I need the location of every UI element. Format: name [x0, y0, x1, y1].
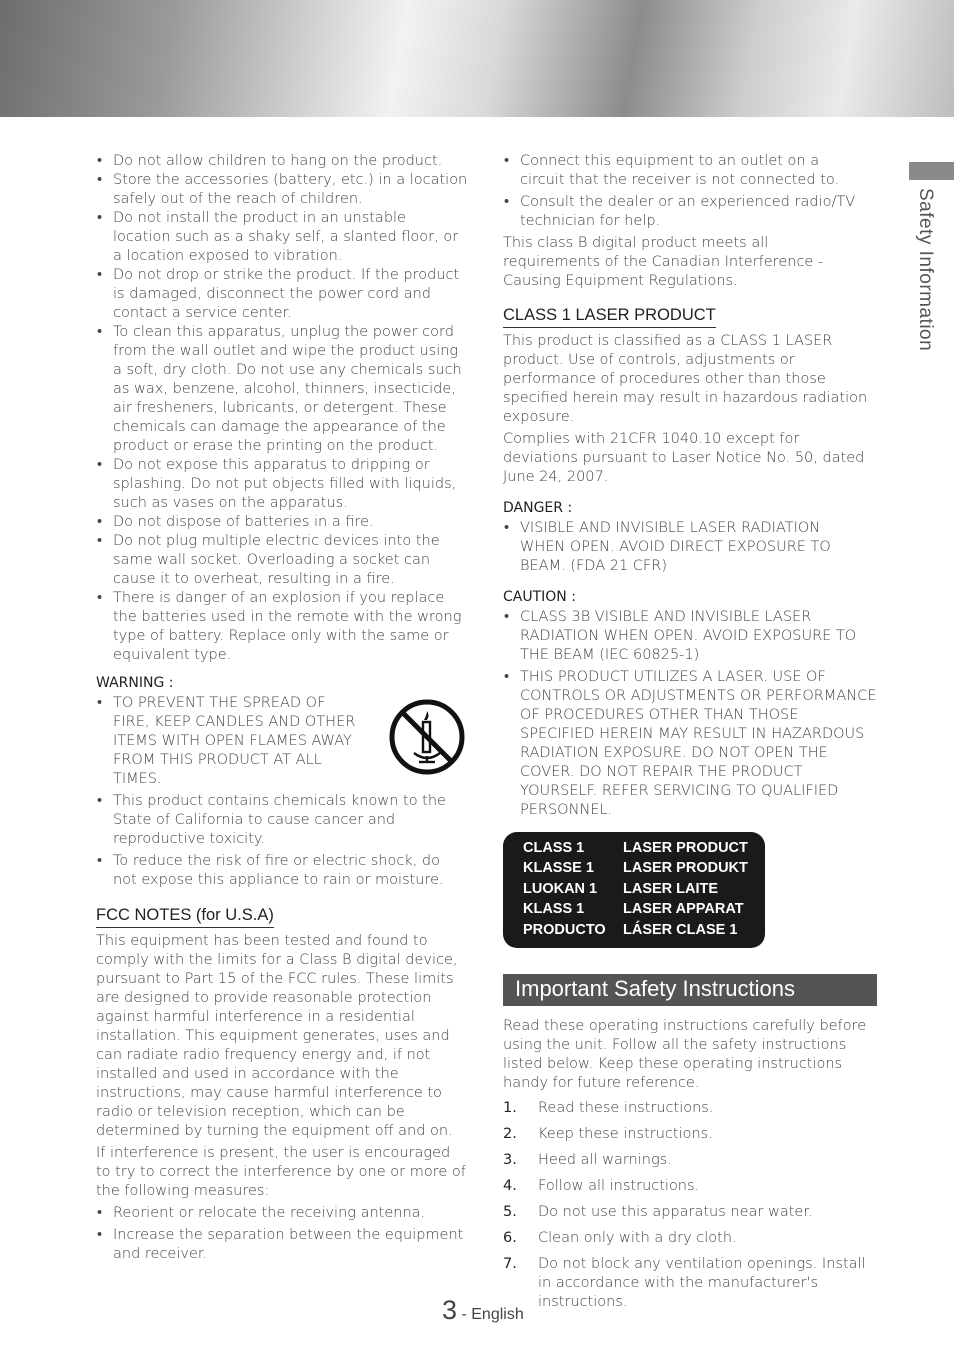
instructions-list — [503, 1099, 877, 1312]
danger-list — [503, 519, 877, 576]
fcc-measures-list — [96, 1204, 468, 1264]
no-open-flame-icon — [388, 698, 466, 776]
list-item: • VISIBLE AND INVISIBLE LASER RADIATION WHEN OPEN. AVOID DIRECT EXPOSURE TO BEAM. (FDA 21 CFR) — [503, 519, 853, 576]
table-row — [523, 858, 748, 878]
section-side-label: Safety Information — [915, 188, 936, 352]
table-row — [523, 838, 748, 858]
table-row — [523, 920, 748, 940]
fcc-paragraph: This equipment has been tested and found to comply with the limits for a Class B digital device, pursuant to Part 15 of the FCC rules. These limits are designed to provide reasonable protection against harmful interference in a residential installation. This equipment generates, uses and can radiate radio frequency energy and, if not installed and used in accordance with the instructions, may cause harmful interference to radio or television reception, which can be determined by turning the equipment off and on. — [96, 933, 458, 1139]
caution-label: CAUTION : — [503, 589, 576, 605]
fcc-measures-list — [503, 152, 877, 231]
laser-product-cell: LÁSER CLASE 1 — [623, 921, 738, 938]
laser-class-cell: KLASSE 1 — [523, 860, 594, 877]
table-row — [523, 899, 748, 919]
laser-class-cell: LUOKAN 1 — [523, 880, 598, 897]
list-item: • TO PREVENT THE SPREAD OF FIRE, KEEP CANDLES AND OTHER ITEMS WITH OPEN FLAMES AWAY FROM THIS PRODUCT AT ALL TIMES. — [96, 694, 366, 789]
important-safety-heading: Important Safety Instructions — [503, 974, 877, 1006]
laser-class-cell: PRODUCTO — [523, 921, 606, 938]
list-item: • Do not dispose of batteries in a fire. — [96, 513, 468, 532]
list-item: • Do not plug multiple electric devices into the same wall socket. Overloading a socket can cause it to overheat, resulting in a fire. — [96, 532, 468, 589]
header-banner — [0, 0, 954, 117]
warning-block — [96, 694, 468, 890]
list-item: • Reorient or relocate the receiving antenna. — [96, 1204, 468, 1223]
laser-class-cell: CLASS 1 — [523, 840, 585, 856]
danger-label: DANGER : — [503, 500, 573, 516]
warning-label: WARNING : — [96, 675, 174, 691]
list-item: • Connect this equipment to an outlet on a circuit that the receiver is not connected to. — [503, 152, 863, 190]
list-item: • Do not install the product in an unstable location such as a shaky self, a slanted floor, or a location exposed to vibration. — [96, 209, 468, 266]
list-item: • Consult the dealer or an experienced radio/TV technician for help. — [503, 193, 877, 231]
list-item: 7. Do not block any ventilation openings. Install in accordance with the manufacturer's instructions. — [503, 1256, 866, 1311]
laser-product-cell: LASER APPARAT — [623, 901, 744, 918]
list-item: 6. Clean only with a dry cloth. — [503, 1230, 737, 1247]
laser-class-cell: KLASS 1 — [523, 901, 585, 918]
list-item: • There is danger of an explosion if you replace the batteries used in the remote with the wrong type of battery. Replace only with the same or equivalent type. — [96, 589, 468, 665]
fcc-notes-heading: FCC NOTES (for U.S.A) — [96, 906, 274, 928]
laser-product-cell: LASER LAITE — [623, 880, 719, 897]
canada-notice: This class B digital product meets all requirements of the Canadian Interference - Causing Equipment Regulations. — [503, 235, 824, 289]
list-item: 2. Keep these instructions. — [503, 1126, 713, 1143]
safety-bullet-list — [96, 152, 468, 665]
fcc-paragraph: If interference is present, the user is encouraged to try to correct the interference by one or more of the following measures: — [96, 1145, 466, 1199]
list-item: • Increase the separation between the equipment and receiver. — [96, 1226, 468, 1264]
right-column — [503, 152, 877, 1319]
laser-product-cell: LASER PRODUKT — [623, 860, 748, 877]
left-column — [96, 152, 468, 1264]
page-footer — [442, 1295, 524, 1326]
caution-list — [503, 608, 877, 820]
list-item: 3. Heed all warnings. — [503, 1152, 672, 1169]
section-tab-marker — [909, 162, 954, 180]
intro-paragraph: Read these operating instructions carefully before using the unit. Follow all the safety instructions listed below. Keep these operating instructions handy for future reference. — [503, 1018, 867, 1092]
list-item: • Store the accessories (battery, etc.) in a location safely out of the reach of children. — [96, 171, 468, 209]
list-item: • THIS PRODUCT UTILIZES A LASER. USE OF CONTROLS OR ADJUSTMENTS OR PERFORMANCE OF PROCEDURES OTHER THAN THOSE SPECIFIED HEREIN MAY RESULT IN HAZARDOUS RADIATION EXPOSURE. DO NOT OPEN THE COVER. DO NOT REPAIR THE PRODUCT YOURSELF. REFER SERVICING TO QUALIFIED PERSONNEL. — [503, 668, 877, 820]
list-item: • To reduce the risk of fire or electric shock, do not expose this appliance to rain or moisture. — [96, 852, 468, 890]
list-item: • Do not drop or strike the product. If the product is damaged, disconnect the power cord and contact a service center. — [96, 266, 468, 323]
list-item: 5. Do not use this apparatus near water. — [503, 1204, 813, 1221]
list-item: • CLASS 3B VISIBLE AND INVISIBLE LASER RADIATION WHEN OPEN. AVOID EXPOSURE TO THE BEAM (IEC 60825-1) — [503, 608, 863, 665]
list-item: 1. Read these instructions. — [503, 1100, 714, 1117]
page-number: 3 — [442, 1295, 458, 1325]
footer-language: - English — [457, 1306, 524, 1323]
list-item: • Do not allow children to hang on the product. — [96, 152, 468, 171]
list-item: • Do not expose this apparatus to dripping or splashing. Do not put objects filled with liquids, such as vases on the apparatus. — [96, 456, 468, 513]
laser-paragraph: Complies with 21CFR 1040.10 except for deviations pursuant to Laser Notice No. 50, dated June 24, 2007. — [503, 431, 865, 485]
list-item: • To clean this apparatus, unplug the power cord from the wall outlet and wipe the product using a soft, dry cloth. Do not use any chemicals such as wax, benzene, alcohol, thinners, insecticide, air fresheners, lubricants, or detergent. These chemicals can damage the appearance of the product or erase the printing on the product. — [96, 323, 468, 456]
list-item: 4. Follow all instructions. — [503, 1178, 700, 1195]
laser-paragraph: This product is classified as a CLASS 1 LASER product. Use of controls, adjustments or performance of procedures other than those specified herein may result in hazardous radiation exposure. — [503, 333, 868, 425]
list-item: • This product contains chemicals known to the State of California to cause cancer and reproductive toxicity. — [96, 792, 468, 849]
laser-product-heading: CLASS 1 LASER PRODUCT — [503, 306, 716, 328]
laser-class-label — [503, 832, 765, 948]
laser-product-cell: LASER PRODUCT — [623, 840, 748, 856]
table-row — [523, 879, 748, 899]
